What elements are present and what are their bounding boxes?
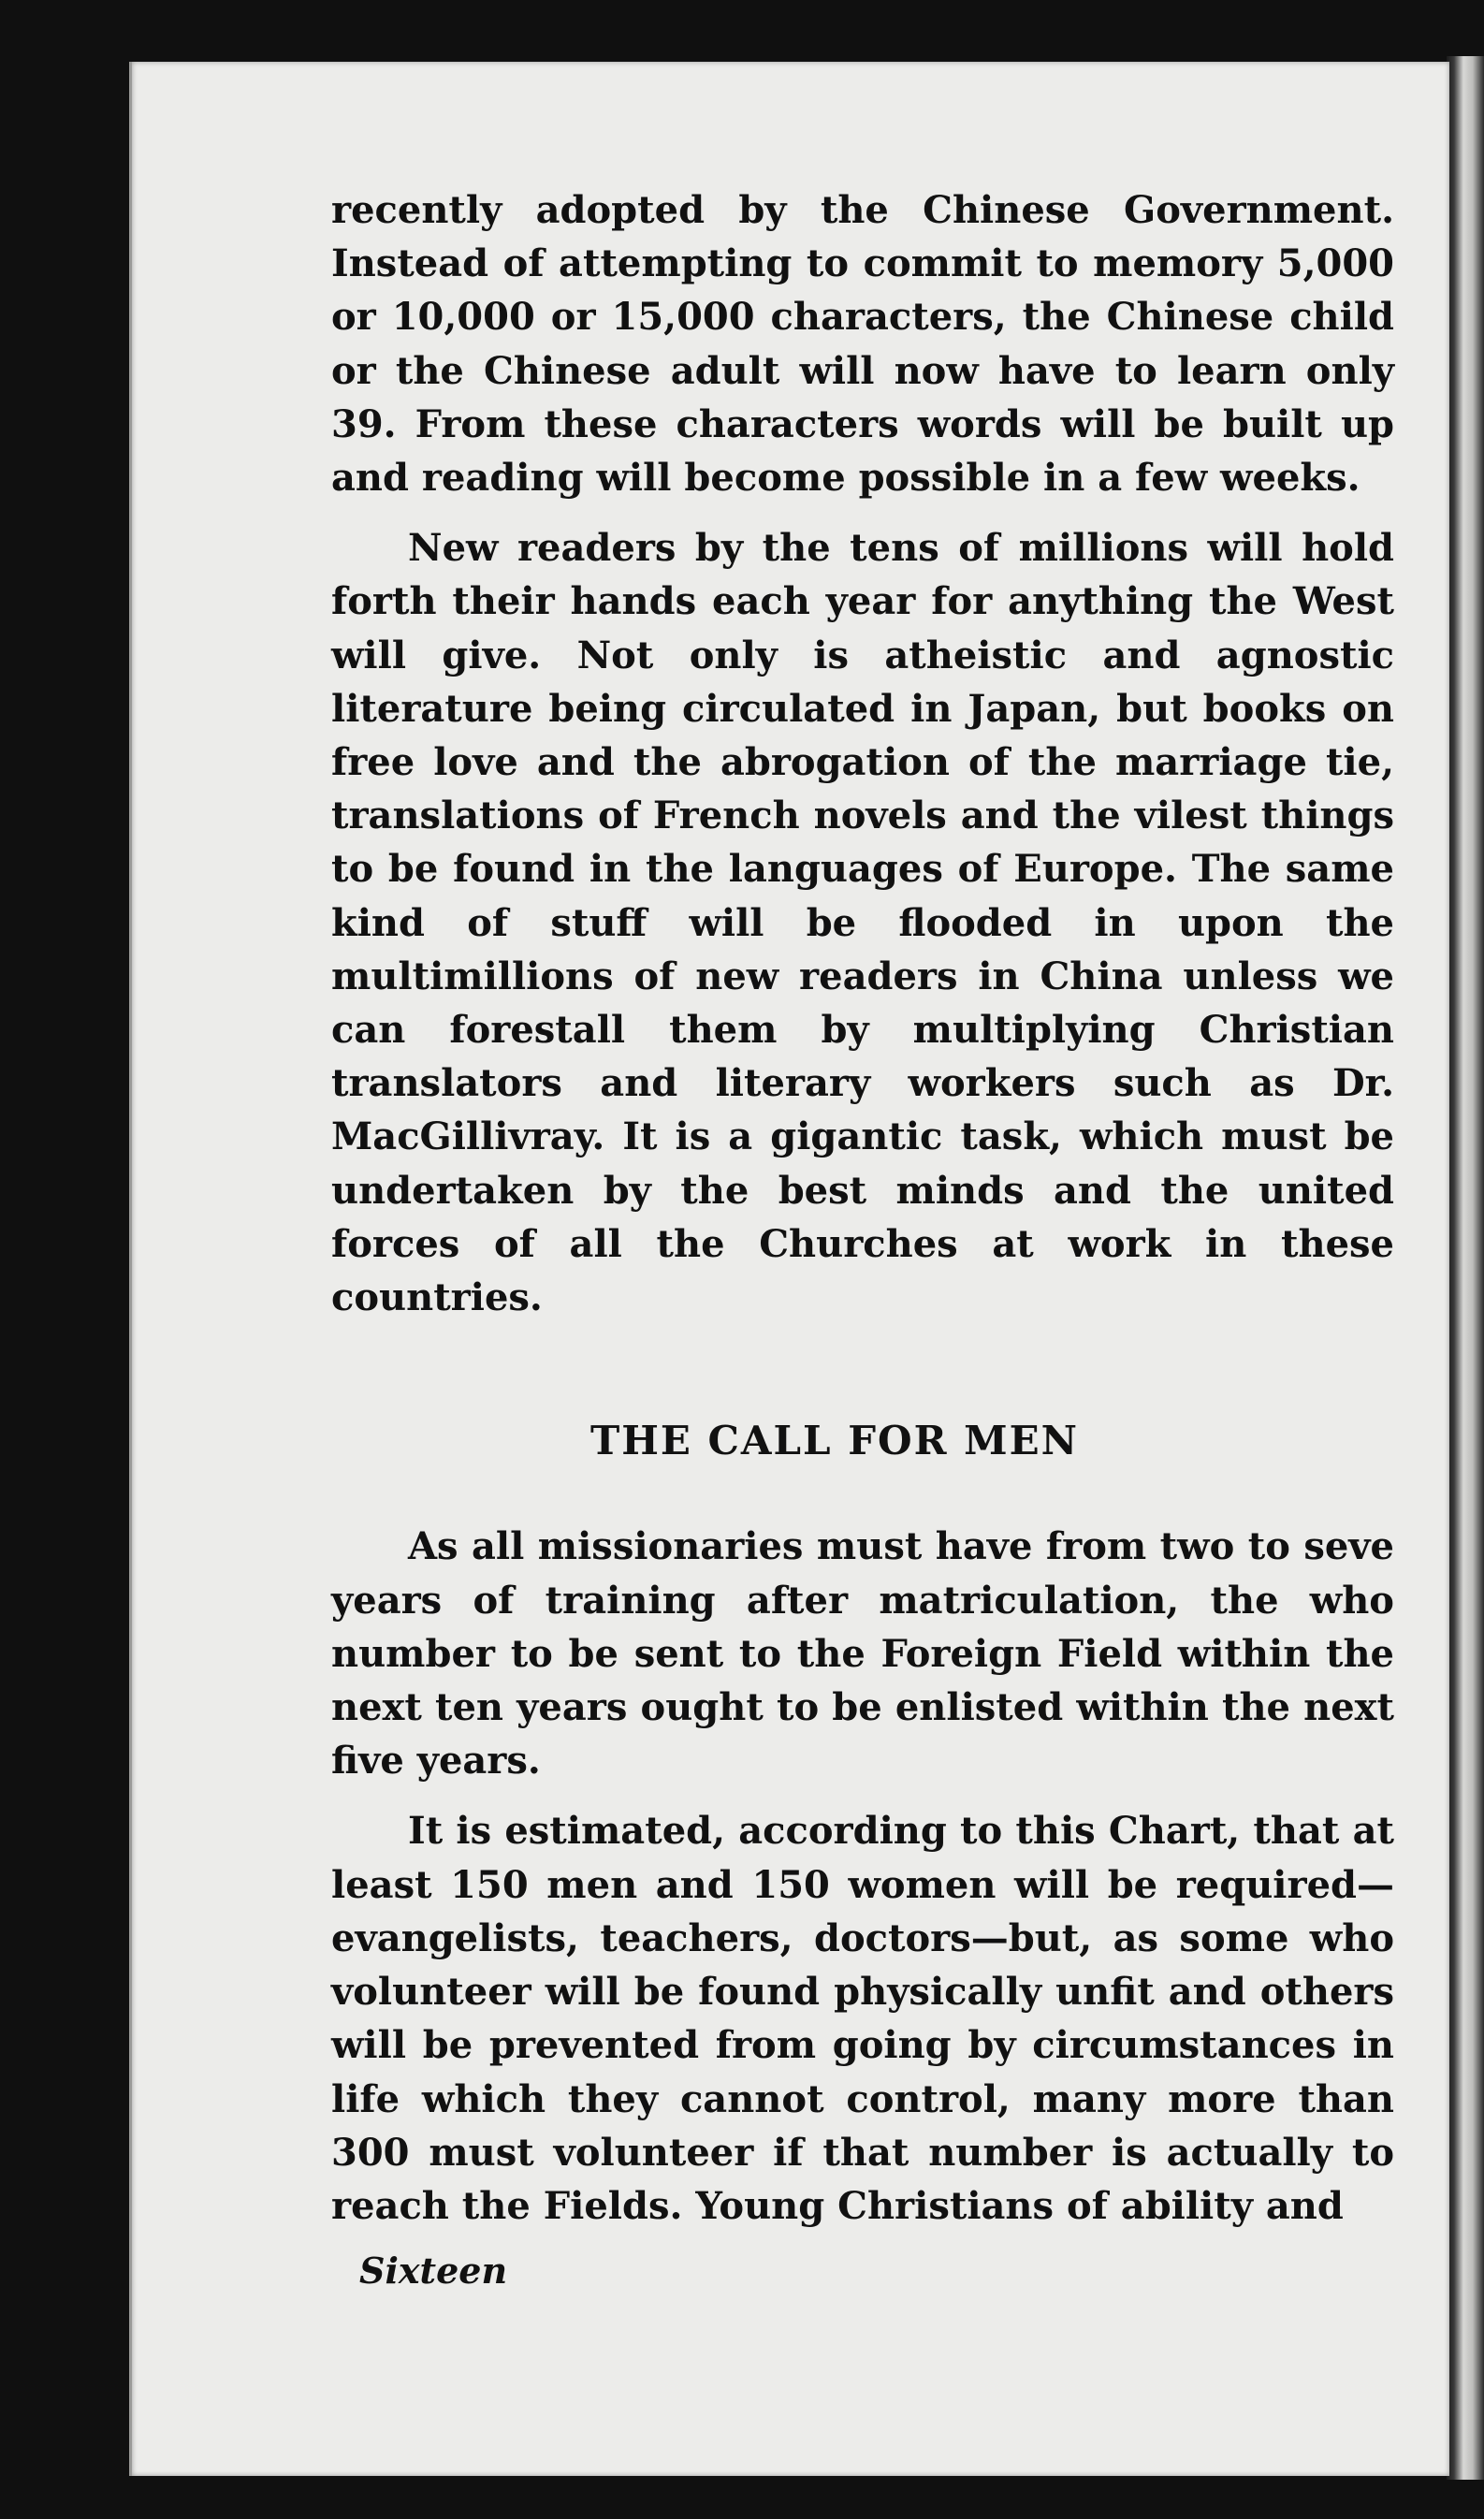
paragraph-4: It is estimated, according to this Chart, that at least 150 men and 150 women will be required—evangelists, teachers, doctors—but, as some who volunteer will be found physically unfit and others will be prevented from going by circumstances in life which they cannot control, many more than 300 must volunteer if that number is actually to reach the Fields. Young Christians of ability and — [331, 1809, 1394, 2228]
paragraph-1: recently adopted by the Chinese Government. Instead of attempting to commit to memory 5,000 or 10,000 or 15,000 characters, the Chinese child or the Chinese adult will now have to learn only 39. From these characters words will be built up and reading will become possible in a few weeks. — [331, 188, 1394, 501]
page-text — [331, 183, 1394, 2233]
page-number: Sixteen — [359, 2250, 508, 2292]
paragraph-3: As all missionaries must have from two to seve years of training after matriculation, the who number to be sent to the Foreign Field within the next ten years ought to be enlisted within the next five years. — [331, 1524, 1394, 1784]
paragraph-2: New readers by the tens of millions will hold forth their hands each year for anything the West will give. Not only is atheistic and agnostic literature being circulated in Japan, but books on free love and the abrogation of the marriage tie, translations of French novels and the vilest things to be found in the languages of Europe. The same kind of stuff will be flooded in upon the multimillions of new readers in China unless we can forestall them by multiplying Christian translators and literary workers such as Dr. MacGillivray. It is a gigantic task, which must be undertaken by the best minds and the united forces of all the Churches at work in these countries. — [331, 526, 1394, 1320]
page-edge — [1447, 56, 1484, 2480]
section-heading: THE CALL FOR MEN — [589, 1418, 1080, 1464]
